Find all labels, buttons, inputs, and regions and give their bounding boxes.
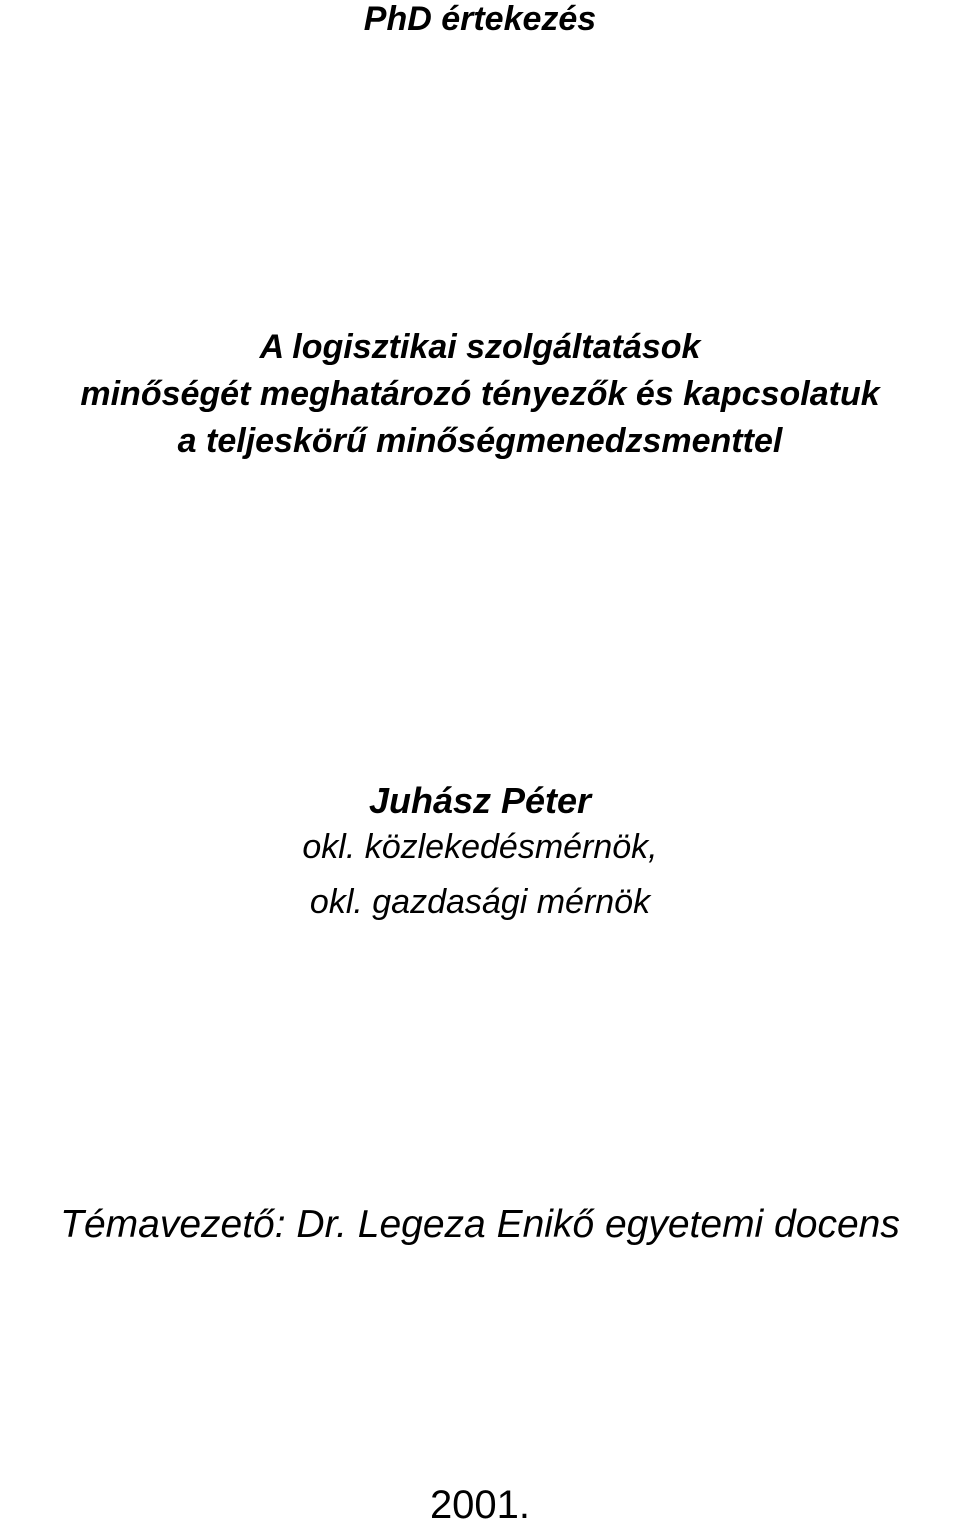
author-name: Juhász Péter [368, 780, 592, 821]
publication-year: 2001. [429, 1483, 531, 1527]
author-degree-1: okl. közlekedésmérnök, [302, 828, 658, 866]
document-type-heading: PhD értekezés [363, 0, 597, 38]
thesis-title-line-1: A logisztikai szolgáltatások [259, 328, 701, 366]
thesis-title-line-3: a teljeskörű minőségmenedzsmenttel [177, 422, 783, 460]
author-degree-2: okl. gazdasági mérnök [309, 883, 651, 921]
supervisor-line: Témavezető: Dr. Legeza Enikő egyetemi docens [60, 1203, 900, 1246]
thesis-title-line-2: minőségét meghatározó tényezők és kapcsolatuk [80, 375, 880, 413]
